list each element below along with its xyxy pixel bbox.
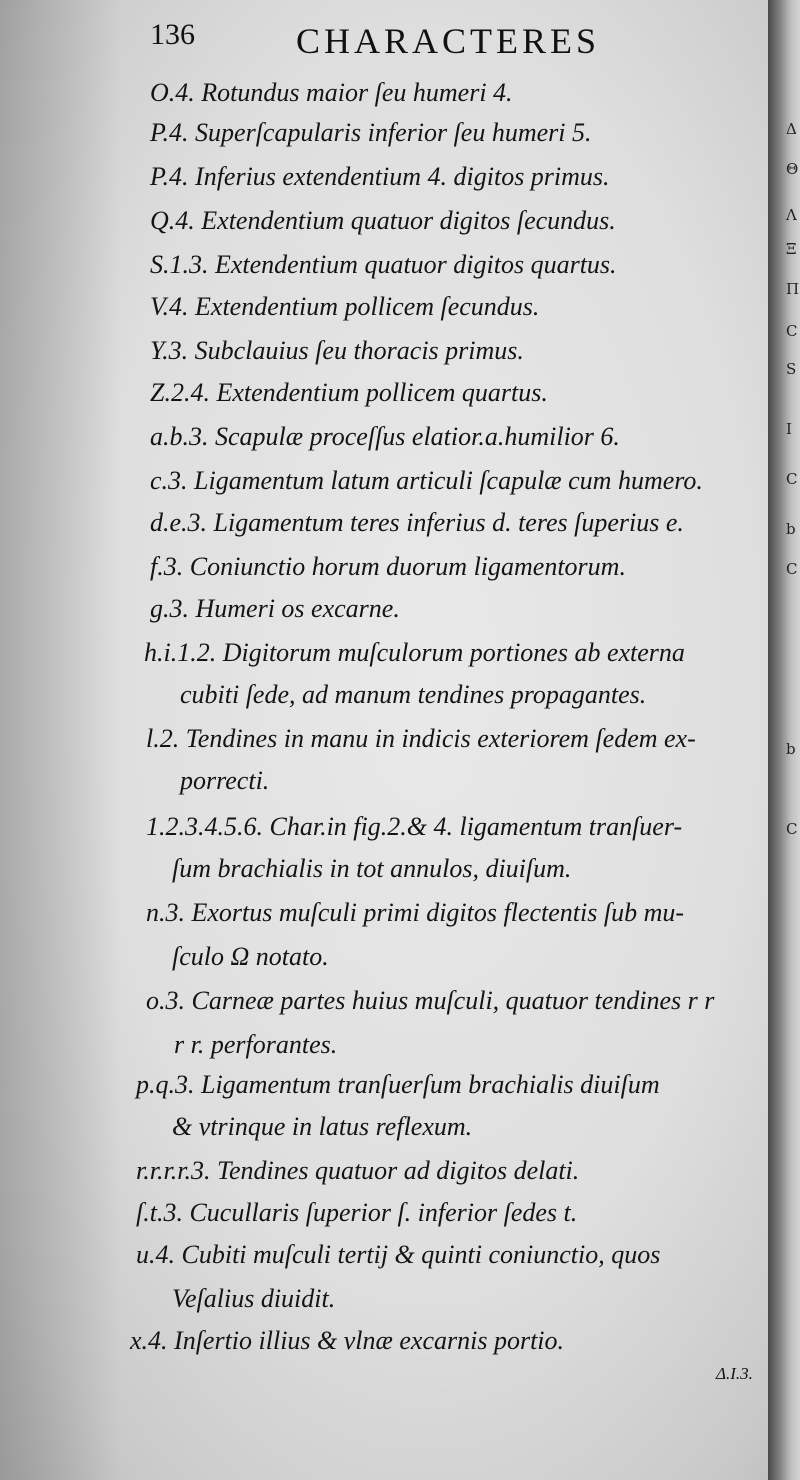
- legend-entry: u.4. Cubiti muſculi tertij & quinti coniunctio, quos: [136, 1240, 661, 1269]
- legend-entry-continuation: r r. perforantes.: [174, 1030, 338, 1059]
- legend-entry: x.4. Inſertio illius & vlnæ excarnis portio.: [130, 1326, 565, 1355]
- legend-entry-continuation: Veſalius diuidit.: [172, 1284, 336, 1313]
- legend-entry: ſ.t.3. Cucullaris ſuperior ſ. inferior ſedes t.: [136, 1198, 578, 1227]
- legend-entry: Q.4. Extendentium quatuor digitos ſecundus.: [150, 206, 616, 235]
- legend-entry: l.2. Tendines in manu in indicis exteriorem ſedem ex-: [146, 724, 696, 753]
- legend-entry: h.i.1.2. Digitorum muſculorum portiones ab externa: [144, 638, 685, 667]
- legend-entry: g.3. Humeri os excarne.: [150, 594, 400, 623]
- facing-page-edge: [768, 0, 800, 1480]
- gutter-glyph: S: [786, 360, 797, 378]
- legend-entry: c.3. Ligamentum latum articuli ſcapulæ cum humero.: [150, 466, 703, 495]
- legend-entry: r.r.r.r.3. Tendines quatuor ad digitos delati.: [136, 1156, 580, 1185]
- legend-entry: 1.2.3.4.5.6. Char.in fig.2.& 4. ligamentum tranſuer-: [146, 812, 683, 841]
- legend-entry: Z.2.4. Extendentium pollicem quartus.: [150, 378, 548, 407]
- legend-entry: P.4. Superſcapularis inferior ſeu humeri 5.: [150, 118, 592, 147]
- legend-entry-continuation: ſum brachialis in tot annulos, diuiſum.: [172, 854, 572, 883]
- legend-entry: p.q.3. Ligamentum tranſuerſum brachialis diuiſum: [136, 1070, 660, 1099]
- legend-entry-continuation: & vtrinque in latus reflexum.: [172, 1112, 473, 1141]
- gutter-glyph: b: [786, 520, 796, 538]
- legend-entry: o.3. Carneæ partes huius muſculi, quatuor tendines r r: [146, 986, 715, 1015]
- gutter-glyph: Θ: [786, 160, 799, 178]
- legend-entry: O.4. Rotundus maior ſeu humeri 4.: [150, 78, 513, 107]
- legend-entry: a.b.3. Scapulæ proceſſus elatior.a.humilior 6.: [150, 422, 620, 451]
- legend-entry: f.3. Coniunctio horum duorum ligamentorum.: [150, 552, 626, 581]
- signature-mark: Δ.I.3.: [716, 1364, 753, 1383]
- legend-entry: S.1.3. Extendentium quatuor digitos quartus.: [150, 250, 617, 279]
- legend-entry: Y.3. Subclauius ſeu thoracis primus.: [150, 336, 524, 365]
- gutter-glyph: b: [786, 740, 796, 758]
- running-head: CHARACTERES: [296, 21, 601, 61]
- legend-entry: d.e.3. Ligamentum teres inferius d. teres ſuperius e.: [150, 508, 684, 537]
- legend-entry: n.3. Exortus muſculi primi digitos flectentis ſub mu-: [146, 898, 685, 927]
- gutter-glyph: C: [786, 820, 798, 838]
- legend-entry: P.4. Inferius extendentium 4. digitos primus.: [150, 162, 610, 191]
- page-number: 136: [150, 18, 195, 51]
- gutter-glyph: C: [786, 470, 798, 488]
- gutter-glyph: I: [786, 420, 792, 438]
- gutter-glyph: Ξ: [786, 240, 797, 258]
- gutter-glyph: C: [786, 322, 798, 340]
- gutter-glyph: Π: [786, 280, 800, 298]
- legend-entry: V.4. Extendentium pollicem ſecundus.: [150, 292, 540, 321]
- gutter-glyph: Λ: [786, 206, 797, 224]
- gutter-glyph: C: [786, 560, 798, 578]
- legend-entry-continuation: cubiti ſede, ad manum tendines propagantes.: [180, 680, 647, 709]
- gutter-glyph: Δ: [786, 120, 797, 138]
- legend-entry-continuation: porrecti.: [180, 766, 270, 795]
- legend-entry-continuation: ſculo Ω notato.: [172, 942, 329, 971]
